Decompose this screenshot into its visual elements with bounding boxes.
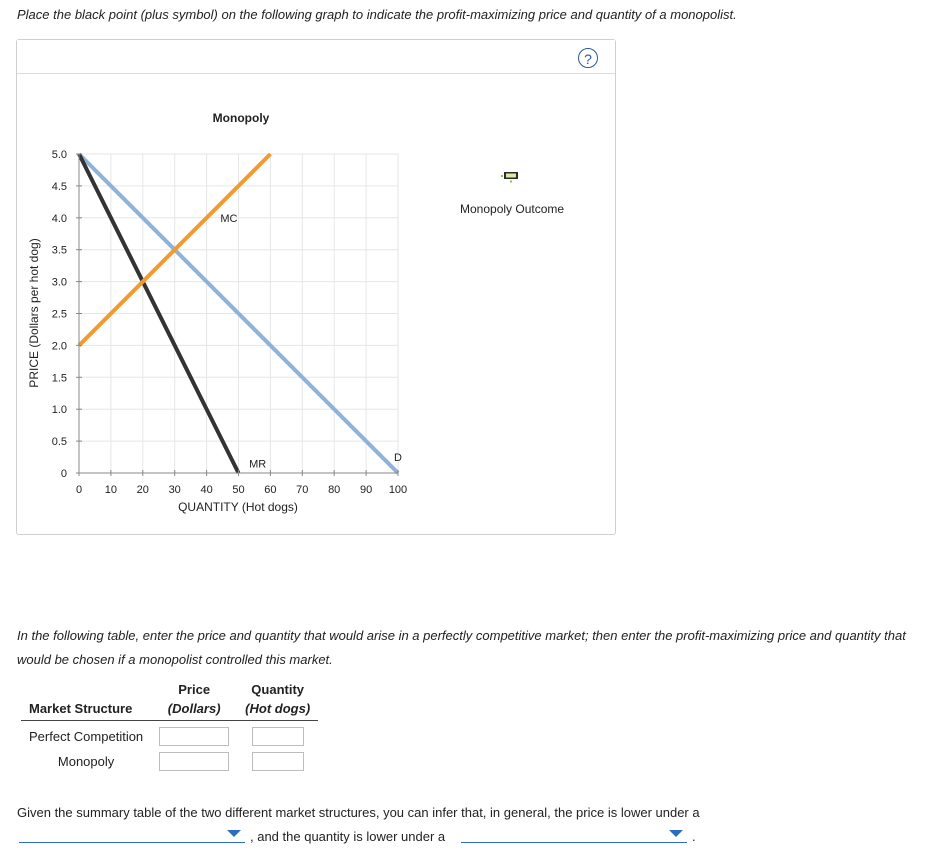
series-label-mc: MC (220, 212, 238, 225)
x-tick-label: 100 (388, 484, 408, 496)
series-label-mr: MR (249, 458, 267, 471)
quantity-unit-header: (Hot dogs) (245, 701, 311, 716)
y-tick-label: 3.5 (51, 244, 67, 257)
market-table (21, 682, 318, 771)
monopoly-price-input[interactable] (159, 752, 229, 771)
y-tick-label: 4.0 (51, 212, 67, 225)
y-tick-label: 0 (60, 468, 67, 480)
plus-point-icon[interactable] (501, 172, 518, 183)
x-tick-label: 0 (75, 484, 83, 496)
x-tick-label: 80 (328, 484, 341, 496)
y-tick-label: 5.0 (51, 149, 67, 161)
table-row (21, 746, 318, 771)
y-tick-label: 4.5 (51, 180, 67, 193)
series-label-d: D (394, 452, 402, 465)
instruction-text: Place the black point (plus symbol) on the following graph to indicate the profit-maximizing price and quantity of a monopolist. (17, 7, 737, 22)
chevron-down-icon (227, 830, 241, 837)
summary-text: Given the summary table of the two different market structures, you can infer that, in general, the price is lower under a (17, 805, 700, 820)
price-unit-header: (Dollars) (167, 701, 221, 716)
lower-quantity-structure-dropdown[interactable] (461, 822, 687, 843)
table-instruction-text: In the following table, enter the price and quantity that would arise in a perfectly competitive market; then enter the profit-maximizing price and quantity that would be chosen if a monopolist controlled this market. (17, 628, 906, 667)
row-label-perfect-competition: Perfect Competition (29, 729, 144, 744)
price-header: Price (178, 682, 211, 697)
x-tick-label: 50 (232, 484, 245, 496)
summary-text-end: . (692, 829, 696, 844)
y-tick-label: 1.5 (51, 372, 67, 385)
y-tick-label: 1.0 (51, 404, 67, 417)
row-label-monopoly: Monopoly (57, 754, 115, 769)
chart-title: Monopoly (212, 111, 270, 125)
x-tick-label: 70 (296, 484, 309, 496)
x-tick-label: 10 (104, 484, 118, 496)
monopoly-outcome-label: Monopoly Outcome (460, 202, 565, 216)
perfect-competition-price-input[interactable] (159, 727, 229, 746)
x-tick-label: 30 (168, 484, 181, 496)
quantity-header: Quantity (251, 682, 305, 697)
y-tick-label: 2.0 (51, 340, 67, 353)
y-axis-label: PRICE (Dollars per hot dog) (27, 238, 41, 388)
axes (52, 149, 407, 496)
x-tick-label: 40 (200, 484, 213, 496)
summary-text-middle: , and the quantity is lower under a (250, 829, 446, 844)
y-tick-label: 3.0 (51, 276, 67, 289)
chevron-down-icon (669, 830, 683, 837)
x-tick-label: 60 (264, 484, 277, 496)
monopoly-quantity-input[interactable] (252, 752, 304, 771)
x-axis-label: QUANTITY (Hot dogs) (178, 500, 298, 514)
structure-header: Market Structure (29, 701, 133, 716)
lower-price-structure-dropdown[interactable] (19, 822, 245, 843)
y-tick-label: 2.5 (51, 308, 67, 321)
y-tick-label: 0.5 (51, 436, 67, 449)
x-tick-label: 20 (136, 484, 149, 496)
help-button[interactable]: ? (578, 48, 598, 68)
perfect-competition-quantity-input[interactable] (252, 727, 304, 746)
table-row (21, 721, 318, 747)
x-tick-label: 90 (359, 484, 373, 496)
